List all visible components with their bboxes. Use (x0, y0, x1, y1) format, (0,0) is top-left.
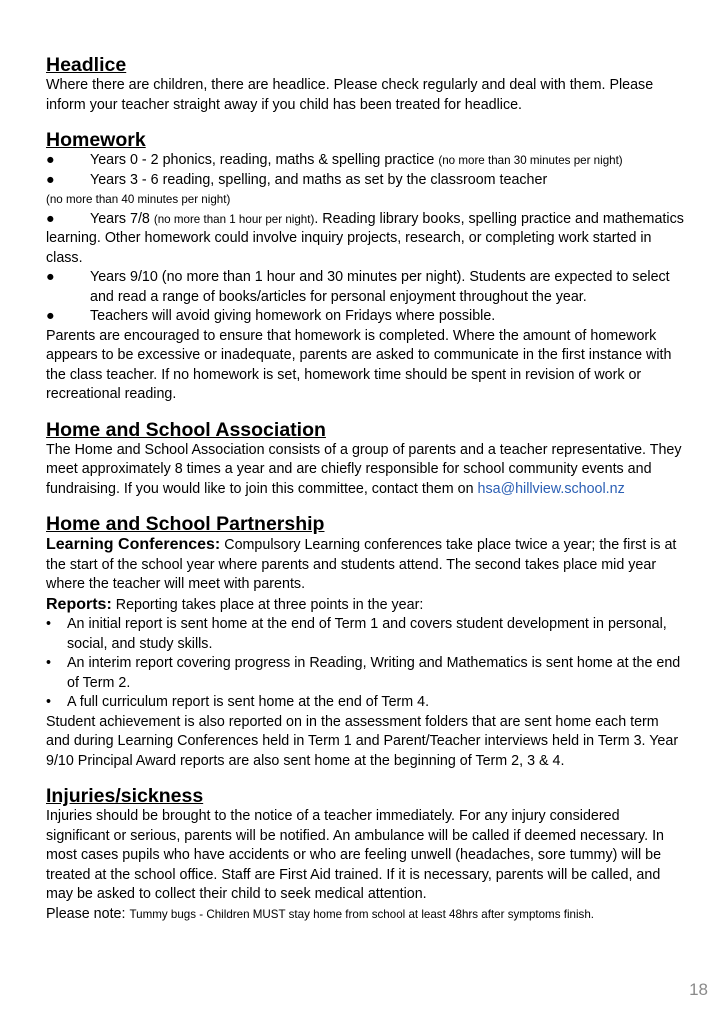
bullet-icon: ● (46, 269, 55, 285)
reports-paragraph (46, 595, 686, 616)
injuries-text: Injuries should be brought to the notice of a teacher immediately. For any injury considered significant or serious, parents will be notified. An ambulance will be called if deemed necessary. In most cases pupils who have accidents or who are feeling unwell (headaches, sore tummy) will be treated at the school office. Staff are First Aid trained. If it is necessary, parents will be called, and may be asked to collect their child to seek medical attention. (46, 808, 665, 902)
homework-section (46, 129, 686, 405)
bullet-icon: • (46, 694, 52, 710)
note-text: Tummy bugs - Children MUST stay home from school at least 48hrs after symptoms finish. (129, 907, 595, 921)
homework-item-note: (no more than 40 minutes per night) (46, 193, 231, 206)
partnership-paragraph: Student achievement is also reported on in the assessment folders that are sent home each term and during Learning Conferences held in Term 1 and Parent/Teacher interviews held in Term 3. Year 9/10 Principal Award reports are also sent home at the beginning of Term 2, 3 & 4. (46, 713, 679, 769)
page-number: 18 (689, 980, 708, 999)
headlice-text: Where there are children, there are headlice. Please check regularly and deal with them. Please inform your teacher straight away if you child has been treated for headlice. (46, 77, 654, 113)
homework-item (46, 268, 686, 307)
reports-text: Reporting takes place at three points in the year: (111, 596, 424, 613)
conferences-paragraph (46, 535, 686, 595)
homework-item-note: (no more than 1 hour per night) (153, 212, 315, 226)
homework-item-text: Years 3 - 6 reading, spelling, and maths as set by the classroom teacher (90, 171, 548, 188)
homework-item (46, 171, 686, 191)
hsa-email-link[interactable]: hsa@hillview.school.nz (477, 480, 625, 497)
homework-item-note: (no more than 30 minutes per night) (438, 154, 623, 167)
homework-item-text: Years 0 - 2 phonics, reading, maths & spelling practice (90, 152, 439, 168)
bullet-icon: • (46, 655, 52, 671)
document-page (46, 54, 686, 938)
report-item-text: An initial report is sent home at the end of Term 1 and covers student development in personal, social, and study skills. (67, 616, 667, 652)
homework-paragraph: Parents are encouraged to ensure that homework is completed. Where the amount of homework appears to be excessive or inadequate, parents are asked to communicate in the first instance with the class teacher. If no homework is set, homework time should be spent in revision of work or recreational reading. (46, 327, 672, 402)
report-item (46, 615, 686, 654)
bullet-icon: ● (46, 171, 55, 188)
partnership-heading: Home and School Partnership (46, 513, 325, 535)
bullet-icon: ● (46, 210, 55, 227)
hsa-text (46, 441, 686, 500)
bullet-icon: • (46, 616, 52, 632)
headlice-heading: Headlice (46, 54, 127, 76)
homework-item-text: . Reading library books, spelling practice and mathematics learning. Other homework could involve inquiry projects, research, or completing work started in class. (46, 210, 684, 266)
injuries-heading: Injuries/sickness (46, 785, 204, 807)
partnership-section (46, 513, 686, 771)
homework-item-text: Years 9/10 (no more than 1 hour and 30 minutes per night). Students are expected to select and read a range of books/articles for personal enjoyment throughout the year. (90, 269, 670, 305)
report-item (46, 654, 686, 693)
injuries-section (46, 785, 686, 924)
bullet-icon: ● (46, 308, 55, 324)
hsa-section (46, 419, 686, 500)
headlice-section (46, 54, 686, 115)
hsa-heading: Home and School Association (46, 418, 326, 441)
homework-item (46, 151, 686, 171)
bullet-icon: ● (46, 152, 55, 168)
report-item-text: An interim report covering progress in Reading, Writing and Mathematics is sent home at the end of Term 2. (67, 655, 681, 691)
report-item-text: A full curriculum report is sent home at the end of Term 4. (67, 694, 430, 710)
note-label: Please note: (46, 905, 130, 922)
homework-item (46, 210, 686, 269)
homework-item (46, 307, 686, 327)
homework-item-text: Years 7/8 (90, 210, 154, 227)
hsa-body: The Home and School Association consists of a group of parents and a teacher representative. They meet approximately 8 times a year and are chiefly responsible for school community events and fundraising. If you would like to join this committee, contact them on (46, 441, 682, 497)
conferences-text: Compulsory Learning conferences take place twice a year; the first is at the start of the school year where parents and students attend. The second takes place mid year where the teacher will meet with parents. (46, 537, 677, 592)
homework-item-text: Teachers will avoid giving homework on Fridays where possible. (90, 308, 496, 324)
homework-heading: Homework (46, 129, 146, 151)
injuries-note (46, 905, 686, 925)
reports-label: Reports: (46, 595, 112, 613)
conferences-label: Learning Conferences: (46, 536, 221, 553)
report-item (46, 693, 686, 713)
